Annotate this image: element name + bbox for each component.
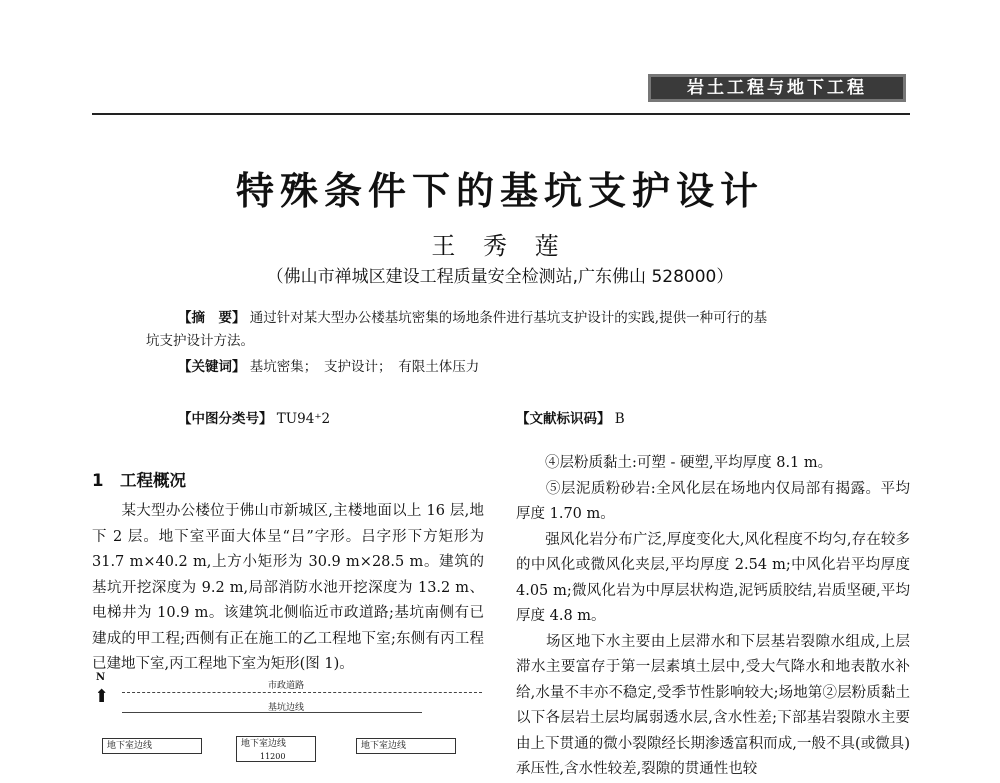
keywords: 基坑密集； 支护设计； 有限土体压力 — [249, 359, 480, 375]
basement-right: 地下室边线 — [356, 738, 456, 754]
figure-1 — [92, 672, 492, 760]
right-column — [516, 451, 910, 783]
road-label: 市政道路 — [268, 681, 305, 691]
abstract-line1 — [178, 307, 878, 329]
right-paragraph-2: ⑤层泥质粉砂岩:全风化层在场地内仅局部有揭露。平均厚度 1.70 m。 — [516, 480, 910, 522]
body-paragraph: 某大型办公楼位于佛山市新城区,主楼地面以上 16 层,地下 2 层。地下室平面大体呈“吕”字形。吕字形下方矩形为31.7 m×40.2 m,上方小矩形为 30.9 m×28.5 m。建筑的基坑开挖深度为 9.2 m,局部消防水池开挖深度为 13.2 m、电梯井为 10.9 m。该建筑北侧临近市政道路;基坑南侧有已建成的甲工程;西侧有正在施工的乙工程地下室;东侧有丙工程已建地下室,丙工程地下室为矩形(图 1)。 — [92, 503, 484, 672]
road-line — [122, 692, 482, 693]
basement-mid-label: 地下室边线 — [241, 739, 287, 749]
paper-title: 特殊条件下的基坑支护设计 — [235, 168, 764, 213]
right-paragraph-4: 场区地下水主要由上层滞水和下层基岩裂隙水组成,上层滞水主要富存于第一层素填土层中,受大气降水和地表散水补给,水量不丰亦不稳定,受季节性影响较大;场地第②层粉质黏土以下各层岩土层均属弱透水层,含水性差;下部基岩裂隙水主要由上下贯通的微小裂隙经长期渗透富积而成,一般不具(或微具)承压性,含水性较差,裂隙的贯通性也较 — [516, 633, 910, 777]
pit-edge-label: 基坑边线 — [268, 703, 305, 713]
keywords-label: 【关键词】 — [178, 359, 246, 375]
north-arrow-icon: ⬆ — [94, 686, 110, 707]
abstract-text: 通过针对某大型办公楼基坑密集的场地条件进行基坑支护设计的实践,提供一种可行的基 — [249, 310, 768, 326]
author: 王 秀 莲 — [431, 232, 569, 260]
section-tag: 岩土工程与地下工程 — [648, 74, 906, 102]
doc-code-line — [516, 408, 625, 430]
clc-value: TU94⁺2 — [276, 411, 331, 427]
clc-label: 【中图分类号】 — [178, 411, 273, 427]
keywords-line — [178, 356, 878, 378]
abstract-label: 【摘 要】 — [178, 310, 246, 326]
affiliation: （佛山市禅城区建设工程质量安全检测站,广东佛山 528000） — [266, 267, 734, 287]
clc-line — [178, 408, 330, 430]
header-rule — [92, 113, 910, 115]
north-label: N — [96, 672, 106, 683]
doc-code-label: 【文献标识码】 — [516, 411, 611, 427]
dimension-label: 11200 — [260, 752, 286, 761]
basement-left: 地下室边线 — [102, 738, 202, 754]
abstract-line2: 坑支护设计方法。 — [146, 333, 254, 349]
right-paragraph-1: ④层粉质黏土:可塑 - 硬塑,平均厚度 8.1 m。 — [516, 455, 833, 471]
doc-code-value: B — [614, 411, 625, 427]
section-heading: 1 工程概况 — [92, 471, 186, 490]
right-paragraph-3: 强风化岩分布广泛,厚度变化大,风化程度不均匀,存在较多的中风化或微风化夹层,平均厚度 2.54 m;中风化岩平均厚度 4.05 m;微风化岩为中厚层状构造,泥钙质胶结,岩质坚硬,平均厚度 4.8 m。 — [516, 531, 910, 624]
